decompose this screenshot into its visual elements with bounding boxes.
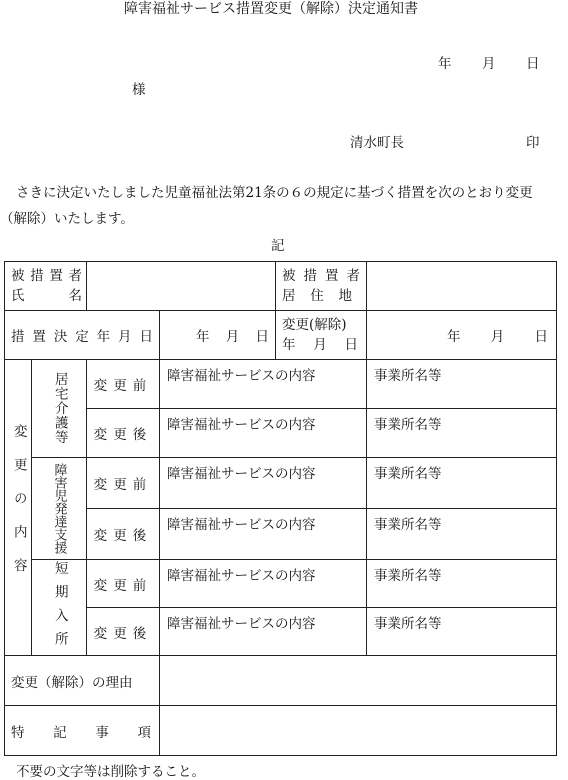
office-name-cell[interactable]: 事業所名等	[367, 458, 557, 509]
before-label: 変更前	[87, 560, 160, 608]
change-row-child-support-after	[5, 509, 557, 560]
decision-date-label: 措 置 決 定 年 月 日	[5, 311, 160, 360]
service-content-cell[interactable]: 障害福祉サービスの内容	[160, 509, 367, 560]
reason-label: 変更（解除）の理由	[5, 656, 160, 706]
change-row-short-stay-before	[5, 560, 557, 608]
service-content-cell[interactable]: 障害福祉サービスの内容	[160, 608, 367, 656]
change-date-month: 月	[490, 329, 505, 345]
notes-row	[5, 706, 557, 756]
after-label: 変更後	[87, 409, 160, 458]
group-home-care-label: 居宅介護等	[32, 360, 87, 458]
change-row-home-care-after	[5, 409, 557, 458]
notice-form-table	[4, 261, 557, 756]
group-child-support-label: 障害児発達支援	[32, 458, 87, 560]
footnote: 不要の文字等は削除すること。	[16, 764, 205, 780]
issuer-name: 清水町長	[350, 135, 404, 151]
ki-heading: 記	[271, 238, 285, 254]
notes-value[interactable]	[160, 706, 557, 756]
office-name-cell[interactable]: 事業所名等	[367, 608, 557, 656]
reason-row	[5, 656, 557, 706]
change-content-label	[5, 360, 32, 656]
date-row	[5, 311, 557, 360]
subject-name-label-line1: 被 措 置 者	[11, 268, 82, 284]
after-label: 変更後	[87, 509, 160, 560]
body-text-line1: さきに決定いたしました児童福祉法第21条の６の規定に基づく措置を次のとおり変更	[16, 185, 533, 201]
office-name-cell[interactable]: 事業所名等	[367, 409, 557, 458]
after-label: 変更後	[87, 608, 160, 656]
change-content-text: 変更の内容	[10, 423, 27, 592]
before-label: 変更前	[87, 360, 160, 409]
decision-date-year: 年	[196, 329, 210, 345]
reason-value[interactable]	[160, 656, 557, 706]
office-name-cell[interactable]: 事業所名等	[367, 509, 557, 560]
addressee-suffix: 様	[132, 82, 146, 98]
subject-name-label	[5, 262, 87, 311]
subject-row	[5, 262, 557, 311]
body-text-line2: （解除）いたします。	[0, 211, 134, 227]
office-name-cell[interactable]: 事業所名等	[367, 360, 557, 409]
date-day: 日	[526, 56, 540, 72]
office-name-cell[interactable]: 事業所名等	[367, 560, 557, 608]
decision-date-month: 月	[225, 329, 240, 345]
change-date-label	[276, 311, 367, 360]
notes-label: 特 記 事 項	[5, 706, 160, 756]
decision-date-day: 日	[255, 329, 269, 345]
change-date-label-line2: 年 月 日	[282, 337, 358, 353]
service-content-cell[interactable]: 障害福祉サービスの内容	[160, 560, 367, 608]
service-content-cell[interactable]: 障害福祉サービスの内容	[160, 409, 367, 458]
subject-address-value[interactable]	[367, 262, 557, 311]
seal-mark: 印	[526, 135, 540, 151]
change-row-home-care-before	[5, 360, 557, 409]
document-title: 障害福祉サービス措置変更（解除）決定通知書	[124, 1, 418, 17]
change-date-value[interactable]	[367, 311, 557, 360]
service-content-cell[interactable]: 障害福祉サービスの内容	[160, 458, 367, 509]
change-row-child-support-before	[5, 458, 557, 509]
subject-address-label-line1: 被 措 置 者	[282, 268, 360, 284]
date-year: 年	[438, 56, 452, 72]
change-row-short-stay-after	[5, 608, 557, 656]
group-short-stay-label: 短期入所	[32, 560, 87, 656]
change-date-label-line1: 変更(解除)	[282, 317, 347, 333]
change-date-year: 年	[447, 329, 461, 345]
subject-name-label-line2: 氏 名	[11, 288, 82, 304]
subject-address-label-line2: 居 住 地	[282, 288, 352, 304]
subject-name-value[interactable]	[87, 262, 276, 311]
date-month: 月	[482, 56, 496, 72]
before-label: 変更前	[87, 458, 160, 509]
decision-date-value[interactable]	[160, 311, 276, 360]
change-date-day: 日	[534, 329, 548, 345]
subject-address-label	[276, 262, 367, 311]
service-content-cell[interactable]: 障害福祉サービスの内容	[160, 360, 367, 409]
